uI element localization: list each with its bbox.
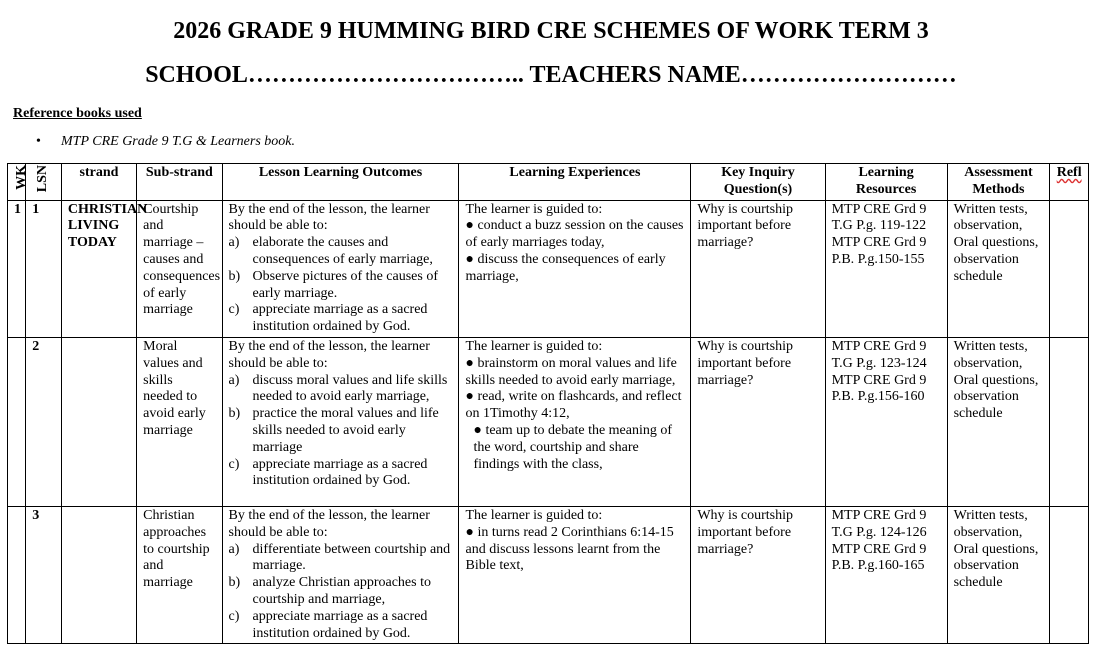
outcomes-intro: By the end of the lesson, the learner should be able to: xyxy=(228,201,430,234)
reference-book-item xyxy=(36,134,295,150)
cell-inquiry: Why is courtship important before marriage? xyxy=(691,200,825,337)
table-header-row xyxy=(8,164,1089,201)
table-row xyxy=(8,506,1089,643)
school-teacher-line: SCHOOL…………………………….. TEACHERS NAME……………………… xyxy=(145,62,957,88)
outcomes-list xyxy=(229,373,453,491)
header-resources: Learning Resources xyxy=(825,164,947,201)
list-item: ● discuss the consequences of early marriage, xyxy=(465,251,666,284)
cell-strand: CHRISTIAN LIVING TODAY xyxy=(61,200,136,337)
list-text: analyze Christian approaches to courtship and marriage, xyxy=(252,575,431,607)
list-text: practice the moral values and life skills needed to avoid early marriage xyxy=(252,406,439,455)
experiences-list xyxy=(465,218,684,285)
cell-experiences xyxy=(459,200,691,337)
schemes-of-work-table xyxy=(7,163,1089,644)
cell-wk: 1 xyxy=(8,200,26,337)
cell-lsn: 3 xyxy=(26,506,62,643)
list-marker: a) xyxy=(228,372,240,388)
list-item: ● team up to debate the meaning of the word, courtship and share findings with the class, xyxy=(473,422,673,472)
list-item: ● in turns read 2 Corinthians 6:14-15 and discuss lessons learnt from the Bible text, xyxy=(465,524,674,574)
cell-sub-strand: Courtship and marriage – causes and consequences of early marriage xyxy=(137,200,222,337)
experiences-intro: The learner is guided to: xyxy=(465,338,603,354)
list-marker: b) xyxy=(228,575,241,591)
outcomes-intro: By the end of the lesson, the learner should be able to: xyxy=(228,507,430,540)
reference-book-text: MTP CRE Grade 9 T.G & Learners book. xyxy=(61,134,295,149)
experiences-intro: The learner is guided to: xyxy=(465,507,603,523)
cell-sub-strand: Christian approaches to courtship and marriage xyxy=(137,506,222,643)
list-item xyxy=(229,575,453,609)
cell-refl xyxy=(1050,337,1089,506)
list-text: appreciate marriage as a sacred institution ordained by God. xyxy=(252,302,428,335)
cell-inquiry: Why is courtship important before marriage? xyxy=(691,506,825,643)
outcomes-list xyxy=(229,235,453,336)
experiences-list xyxy=(465,525,684,575)
cell-outcomes xyxy=(222,200,459,337)
cell-assessment: Written tests, observation, Oral questions, observation schedule xyxy=(947,200,1050,337)
header-assessment: Assessment Methods xyxy=(947,164,1050,201)
list-item xyxy=(229,235,453,269)
list-marker: c) xyxy=(228,456,240,472)
header-strand: strand xyxy=(61,164,136,201)
list-marker: a) xyxy=(228,541,240,557)
cell-assessment: Written tests, observation, Oral questions, observation schedule xyxy=(947,506,1050,643)
reference-books-heading: Reference books used xyxy=(13,106,142,121)
cell-experiences xyxy=(459,337,691,506)
list-text: appreciate marriage as a sacred institution ordained by God. xyxy=(252,608,428,641)
list-text: Observe pictures of the causes of early marriage. xyxy=(252,268,438,301)
list-text: elaborate the causes and consequences of early marriage, xyxy=(252,235,433,267)
list-marker: c) xyxy=(228,302,240,318)
list-item xyxy=(229,373,453,407)
header-inquiry: Key Inquiry Question(s) xyxy=(691,164,825,201)
list-item xyxy=(229,302,453,336)
list-marker: c) xyxy=(228,608,240,624)
header-refl-text: Refl xyxy=(1056,165,1082,180)
header-lsn-text: LSN xyxy=(35,165,51,193)
bullet-icon: • xyxy=(36,134,41,149)
list-marker: b) xyxy=(228,268,241,284)
cell-strand xyxy=(61,506,136,643)
table-row xyxy=(8,337,1089,506)
cell-inquiry: Why is courtship important before marriage? xyxy=(691,337,825,506)
experiences-list xyxy=(465,356,684,474)
list-item xyxy=(229,609,453,643)
list-item: ● brainstorm on moral values and life skills needed to avoid early marriage, xyxy=(465,355,677,388)
document-title: 2026 GRADE 9 HUMMING BIRD CRE SCHEMES OF WORK TERM 3 xyxy=(173,18,929,44)
cell-sub-strand: Moral values and skills needed to avoid early marriage xyxy=(137,337,222,506)
header-experiences: Learning Experiences xyxy=(459,164,691,201)
cell-lsn: 1 xyxy=(26,200,62,337)
header-wk xyxy=(8,164,29,201)
list-item: ● conduct a buzz session on the causes of early marriages today, xyxy=(465,218,684,251)
list-text: appreciate marriage as a sacred institution ordained by God. xyxy=(252,456,428,489)
cell-resources: MTP CRE Grd 9 T.G P.g. 124-126 MTP CRE Grd 9 P.B. P.g.160-165 xyxy=(825,506,947,643)
cell-experiences xyxy=(459,506,691,643)
list-item xyxy=(229,269,453,303)
header-outcomes: Lesson Learning Outcomes xyxy=(222,164,459,201)
list-marker: a) xyxy=(228,235,240,251)
cell-lsn: 2 xyxy=(26,337,62,506)
table-row xyxy=(8,200,1089,337)
cell-refl xyxy=(1050,506,1089,643)
list-marker: b) xyxy=(228,406,241,422)
cell-refl xyxy=(1050,200,1089,337)
outcomes-intro: By the end of the lesson, the learner should be able to: xyxy=(228,338,430,371)
list-item xyxy=(229,457,453,491)
header-lsn xyxy=(26,164,62,201)
cell-strand xyxy=(61,337,136,506)
list-text: differentiate between courtship and marriage. xyxy=(252,541,451,574)
outcomes-list xyxy=(229,542,453,643)
experiences-intro: The learner is guided to: xyxy=(465,201,603,217)
cell-outcomes xyxy=(222,506,459,643)
list-item: ● read, write on flashcards, and reflect on 1Timothy 4:12, xyxy=(465,389,682,422)
cell-resources: MTP CRE Grd 9 T.G P.g. 123-124 MTP CRE Grd 9 P.B. P.g.156-160 xyxy=(825,337,947,506)
cell-wk xyxy=(8,337,26,506)
header-wk-text: WK xyxy=(14,165,29,190)
cell-outcomes xyxy=(222,337,459,506)
header-refl xyxy=(1050,164,1089,201)
cell-resources: MTP CRE Grd 9 T.G P.g. 119-122 MTP CRE Grd 9 P.B. P.g.150-155 xyxy=(825,200,947,337)
cell-assessment: Written tests, observation, Oral questions, observation schedule xyxy=(947,337,1050,506)
list-text: discuss moral values and life skills needed to avoid early marriage, xyxy=(252,372,448,405)
header-sub-strand: Sub-strand xyxy=(137,164,222,201)
list-item xyxy=(229,406,453,456)
cell-wk xyxy=(8,506,26,643)
list-item xyxy=(229,542,453,576)
